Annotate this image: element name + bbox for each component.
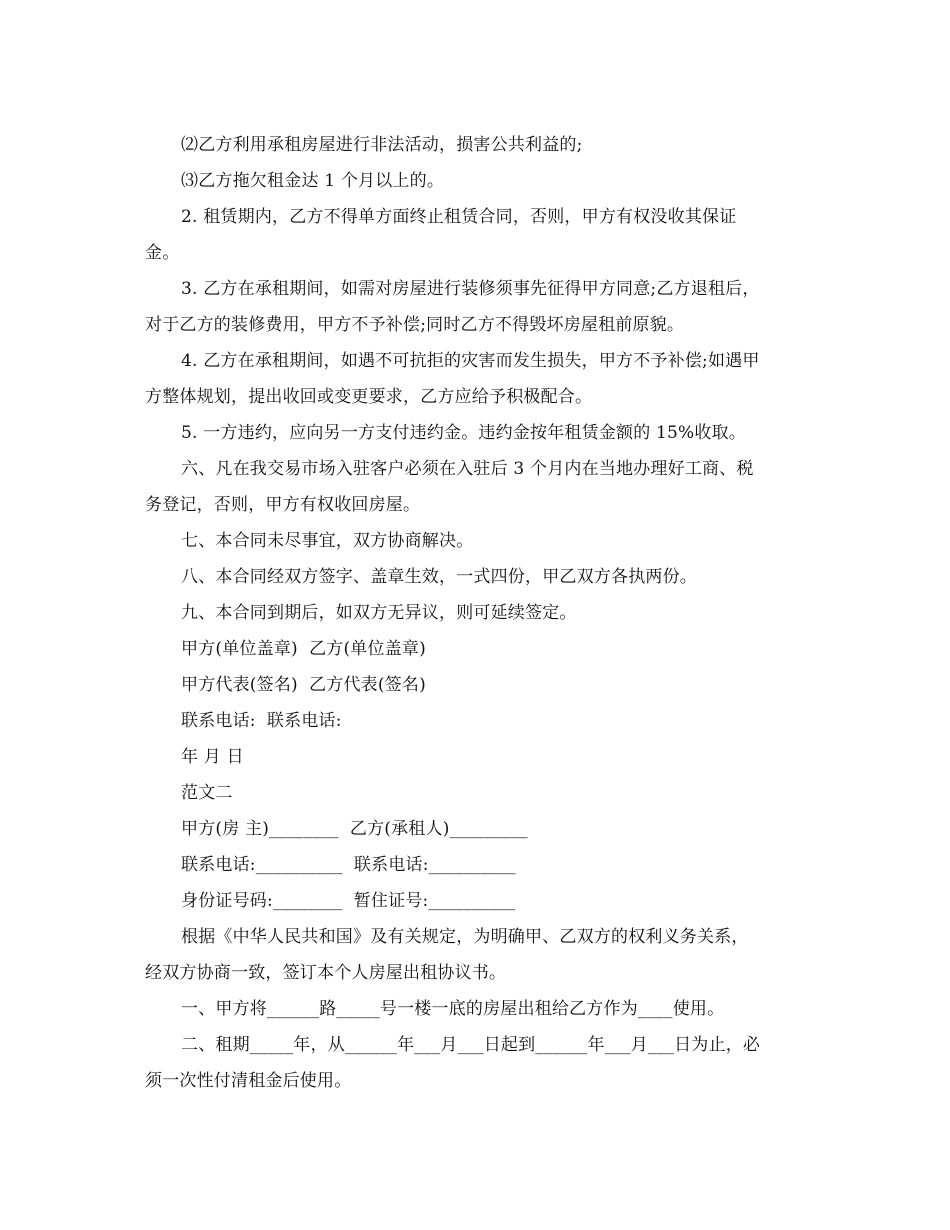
text-line: 3. 乙方在承租期间，如需对房屋进行装修须事先征得甲方同意;乙方退租后， <box>181 279 760 299</box>
text-line: 联系电话:__________ 联系电话:__________ <box>181 855 516 875</box>
text-line: 5. 一方违约，应向另一方支付违约金。违约金按年租赁金额的 15%收取。 <box>181 423 747 443</box>
text-line: 范文二 <box>181 783 233 803</box>
text-line: 二、租期_____年，从______年___月___日起到______年___月___日为止，必 <box>181 1035 761 1055</box>
text-line: 4. 乙方在承租期间，如遇不可抗拒的灾害而发生损失，甲方不予补偿;如遇甲 <box>181 351 760 371</box>
text-line: 甲方(房 主)________ 乙方(承租人)_________ <box>181 819 528 839</box>
text-line: 对于乙方的装修费用，甲方不予补偿;同时乙方不得毁坏房屋租前原貌。 <box>145 315 685 335</box>
text-line: 金。 <box>145 243 180 263</box>
text-line: ⑶乙方拖欠租金达 1 个月以上的。 <box>181 171 445 191</box>
text-line: 七、本合同未尽事宜，双方协商解决。 <box>181 531 474 551</box>
text-line: 2. 租赁期内，乙方不得单方面终止租赁合同，否则，甲方有权没收其保证 <box>181 207 737 227</box>
text-line: 六、凡在我交易市场入驻客户必须在入驻后 3 个月内在当地办理好工商、税 <box>181 459 754 479</box>
text-line: 年 月 日 <box>181 747 244 767</box>
text-line: 方整体规划，提出收回或变更要求，乙方应给予积极配合。 <box>145 387 593 407</box>
text-line: 身份证号码:________ 暂住证号:__________ <box>181 891 516 911</box>
text-line: ⑵乙方利用承租房屋进行非法活动，损害公共利益的; <box>181 135 583 155</box>
text-line: 务登记，否则，甲方有权收回房屋。 <box>145 495 421 515</box>
text-line: 经双方协商一致，签订本个人房屋出租协议书。 <box>145 963 507 983</box>
text-line: 一、甲方将______路_____号一楼一底的房屋出租给乙方作为____使用。 <box>181 999 725 1019</box>
text-line: 甲方代表(签名) 乙方代表(签名) <box>181 675 426 695</box>
text-line: 联系电话: 联系电话: <box>181 711 342 731</box>
text-line: 甲方(单位盖章) 乙方(单位盖章) <box>181 639 426 659</box>
text-line: 须一次性付清租金后使用。 <box>145 1071 352 1091</box>
text-line: 根据《中华人民共和国》及有关规定，为明确甲、乙双方的权利义务关系， <box>181 927 749 947</box>
text-line: 八、本合同经双方签字、盖章生效，一式四份，甲乙双方各执两份。 <box>181 567 697 587</box>
text-line: 九、本合同到期后，如双方无异议，则可延续签定。 <box>181 603 577 623</box>
document-body <box>145 127 805 1099</box>
